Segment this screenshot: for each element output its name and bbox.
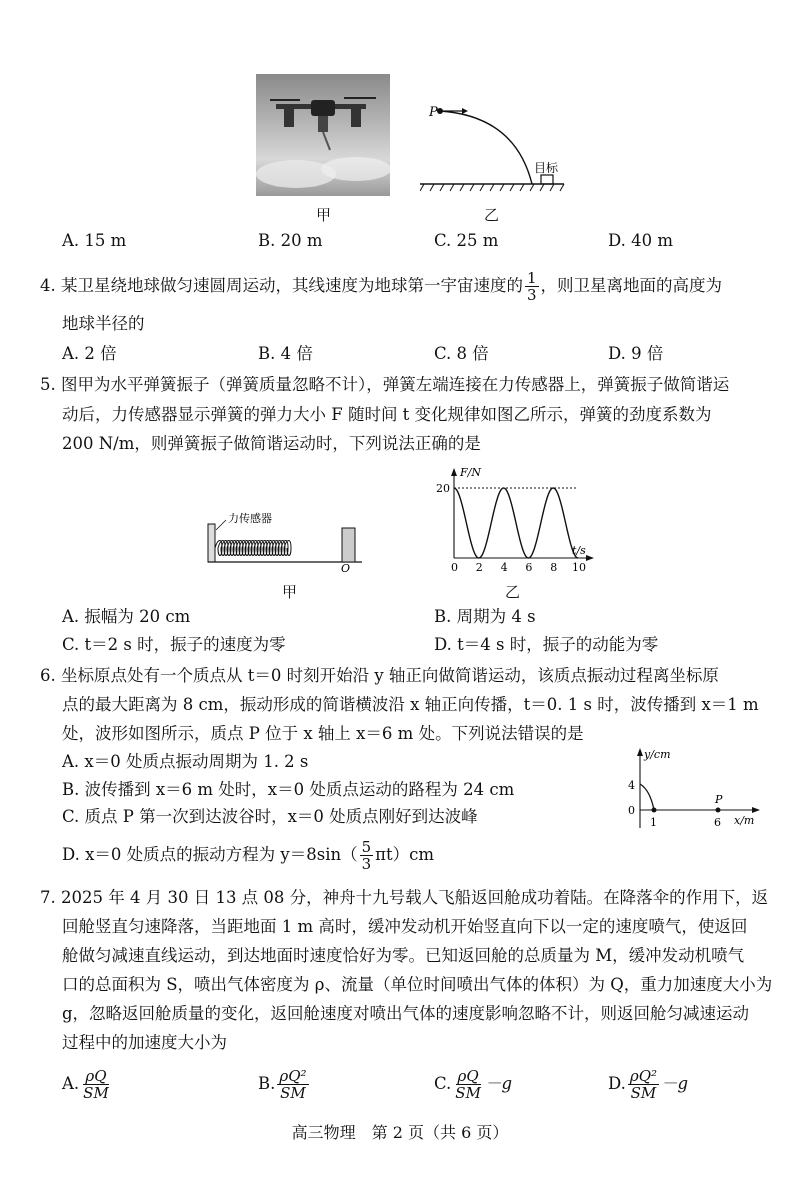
q3-option-c: C. 25 m [434,231,499,250]
q4-line-2: 地球半径的 [62,314,145,333]
q6-option-d-fraction: $\frac{5}{3}$ [361,838,372,873]
x-tick-label: 2 [475,561,483,572]
q6-graph-tick-4: 4 [628,779,635,792]
q6-option-c: C. 质点 P 第一次到达波谷时，x＝0 处质点刚好到达波峰 [62,807,478,826]
q6-graph-ylabel: y/cm [644,748,671,761]
q7-line-2: 回舱竖直匀速降落，当距地面 1 m 高时，缓冲发动机开始竖直向下以一定的速度喷气，使返回 [62,917,748,936]
q6-graph-tick-0: 0 [628,804,635,817]
q5-fig-jia-caption: 甲 [282,583,298,601]
q7-line-1: 7. 2025 年 4 月 30 日 13 点 08 分，神舟十九号载人飞船返回舱成功着陆。在降落伞的作用下，返 [40,888,769,907]
force-series-line [454,488,578,558]
q6-wave-figure [622,744,762,832]
q3-option-b: B. 20 m [258,231,323,250]
q6-line-1: 6. 坐标原点处有一个质点从 t＝0 时刻开始沿 y 轴正向做简谐运动，该质点振动过程离坐标原 [40,666,719,685]
q7-option-d: D. $\frac{\text{ρQ²}}{SM}$ －g [608,1067,689,1102]
q7-line-5: g，忽略返回舱质量的变化，返回舱速度对喷出气体的速度影响忽略不计，则返回舱匀减速运动 [62,1004,750,1023]
q6-graph-tick-6: 6 [714,816,721,829]
q7-option-a: A. $\frac{\rho Q}{SM}$ [62,1067,109,1102]
q5-line-3: 200 N/m，则弹簧振子做简谐运动时，下列说法正确的是 [62,434,481,453]
q3-trajectory-figure [420,96,570,198]
q4-line-1: 4. 某卫星绕地球做匀速圆周运动，其线速度为地球第一宇宙速度的 $\frac{1}{3}$ ，则卫星离地面的高度为 [40,269,723,304]
q4-option-c: C. 8 倍 [434,344,489,363]
q3-option-a: A. 15 m [62,231,127,250]
q5-option-c: C. t＝2 s 时，振子的速度为零 [62,635,286,654]
q7-line-4: 口的总面积为 S，喷出气体密度为 ρ、流量（单位时间喷出气体的体积）为 Q，重力加速度大小为 [62,975,773,994]
q4-fraction: $\frac{1}{3}$ [527,269,537,304]
q4-option-b: B. 4 倍 [258,344,313,363]
q7-line-3: 舱做匀减速直线运动，到达地面时速度恰好为零。已知返回舱的总质量为 M，缓冲发动机喷气 [62,946,745,965]
q5-spring-figure [204,510,364,572]
q4-option-d: D. 9 倍 [608,344,664,363]
q4-option-a: A. 2 倍 [62,344,117,363]
q7-option-b: B. $\frac{\text{ρQ²}}{SM}$ [258,1067,307,1102]
q6-graph-label-p: P [715,793,723,806]
q6-line-3: 处，波形如图所示，质点 P 位于 x 轴上 x＝6 m 处。下列说法错误的是 [62,724,584,743]
q5-option-d: D. t＝4 s 时，振子的动能为零 [434,635,659,654]
q5-option-a: A. 振幅为 20 cm [62,607,191,626]
q6-option-a: A. x＝0 处质点振动周期为 1. 2 s [62,752,309,771]
x-tick-label: 10 [572,561,586,572]
page-footer: 高三物理 第 2 页（共 6 页） [291,1123,509,1142]
q6-option-b: B. 波传播到 x＝6 m 处时，x＝0 处质点运动的路程为 24 cm [62,780,515,799]
q5-line-1: 5. 图甲为水平弹簧振子（弹簧质量忽略不计），弹簧左端连接在力传感器上，弹簧振子做简谐运 [40,375,730,394]
q5-chart-ytick-20: 20 [436,482,450,495]
x-tick-label: 8 [550,561,558,572]
q6-option-d: D. x＝0 处质点的振动方程为 y＝8sin（ $\frac{5}{3}$ πt）cm [62,838,435,873]
q5-fig-yi-caption: 乙 [505,583,521,601]
q5-option-b: B. 周期为 4 s [434,607,536,626]
q6-graph-tick-1: 1 [650,816,657,829]
q7-option-c: C. $\frac{\rho Q}{SM}$ －g [434,1067,512,1102]
q5-chart-ylabel: F/N [460,466,481,479]
q5-line-2: 动后，力传感器显示弹簧的弹力大小 F 随时间 t 变化规律如图乙所示，弹簧的劲度系数为 [62,405,712,424]
q3-label-p: P [429,105,438,120]
x-tick-label: 0 [451,561,458,572]
drone-photo [256,74,390,196]
q3-fig-jia-caption: 甲 [316,206,332,224]
x-tick-label: 6 [525,561,533,572]
x-tick-label: 4 [500,561,508,572]
q6-graph-xlabel: x/m [734,814,755,827]
q5-chart-xlabel: t/s [572,544,586,557]
q7-line-6: 过程中的加速度大小为 [62,1033,227,1052]
q3-option-d: D. 40 m [608,231,674,250]
q5-label-sensor: 力传感器 [228,512,272,525]
q5-label-o: O [341,562,351,572]
q6-line-2: 点的最大距离为 8 cm，振动形成的简谐横波沿 x 轴正向传播，t＝0. 1 s 时，波传播到 x＝1 m [62,695,759,714]
q5-force-chart [430,462,595,572]
q3-label-target: 目标 [534,161,559,175]
q3-fig-yi-caption: 乙 [484,206,500,224]
